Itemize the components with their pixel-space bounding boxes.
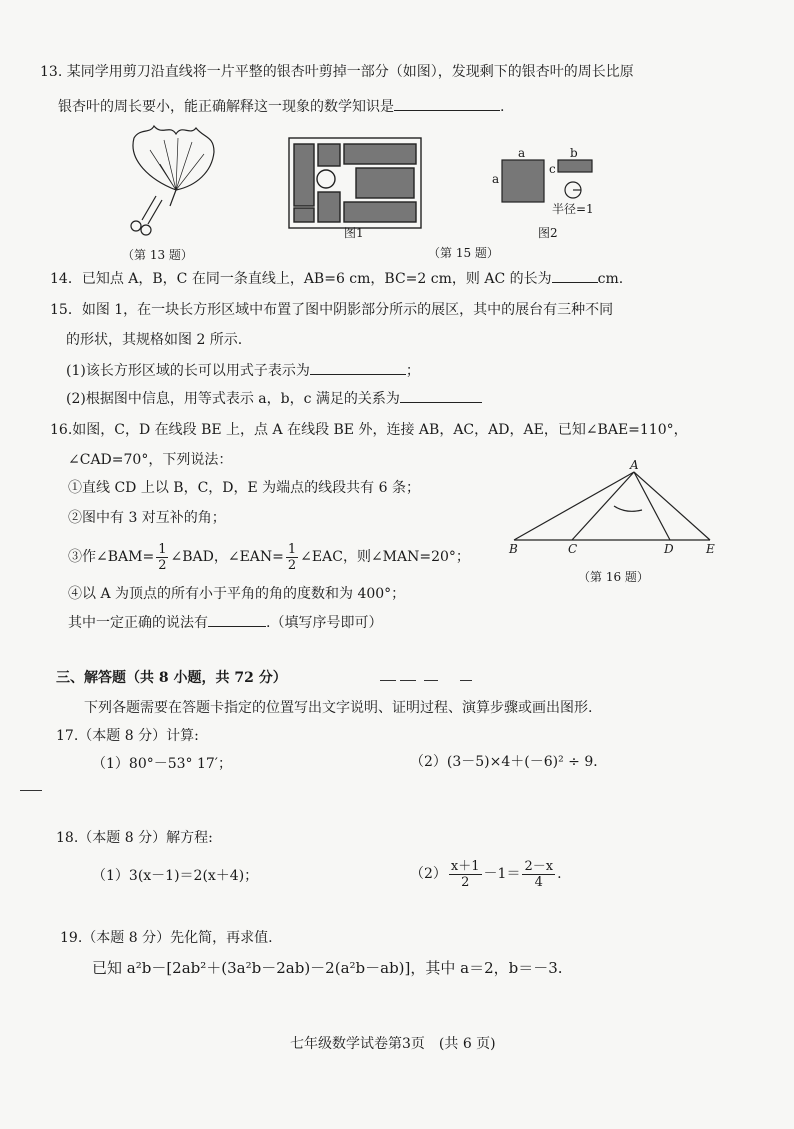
- fig2-label-a-top: a: [518, 146, 526, 160]
- q18-part2: [410, 856, 562, 892]
- q17-title: 17.（本题 8 分）计算:: [56, 728, 199, 744]
- frac-denominator: 2: [461, 874, 470, 890]
- q16-statement-4: ④以 A 为顶点的所有小于平角的角的度数和为 400°；: [68, 586, 406, 602]
- q18-frac-left: [449, 859, 482, 890]
- point-d-label: D: [664, 542, 674, 556]
- q18-frac-right: [522, 859, 555, 890]
- segment-ad: [634, 472, 670, 540]
- figure-2-shapes: [502, 160, 592, 202]
- section-3-intro: 下列各题需要在答题卡指定的位置写出文字说明、证明过程、演算步骤或画出图形.: [84, 700, 593, 716]
- fig16-caption: （第 16 题）: [578, 570, 649, 584]
- figure-1-rectangle: [289, 138, 421, 228]
- stray-mark: [380, 680, 396, 681]
- q16-s5-end: .（填写序号即可）: [266, 615, 383, 631]
- q16-answer-blank[interactable]: [208, 612, 266, 627]
- segment-ab: [514, 472, 634, 540]
- q18-part1: （1）3(x－1)＝2(x＋4)；: [92, 868, 259, 884]
- q15-sub1-end: ；: [405, 363, 420, 379]
- q14-unit: cm.: [597, 271, 624, 287]
- q16-s3-part3: ∠EAC，则∠MAN=20°；: [300, 549, 470, 565]
- fig2-label-c: c: [549, 162, 556, 176]
- q16-statement-2: ②图中有 3 对互补的角；: [68, 510, 226, 526]
- q15-sub2-text: (2)根据图中信息，用等式表示 a，b，c 满足的关系为: [66, 391, 400, 407]
- frac-denominator: 4: [534, 874, 543, 890]
- q15-sub1-blank[interactable]: [310, 360, 406, 375]
- stray-mark: [424, 680, 438, 681]
- q16-triangle-figure: [510, 466, 730, 556]
- q14-text: 14．已知点 A，B，C 在同一条直线上，AB=6 cm，BC=2 cm，则 AC 的长为: [50, 271, 552, 287]
- q16-frac-2: [286, 542, 298, 573]
- fig2-label-b: b: [570, 146, 578, 160]
- q15-sub2-blank[interactable]: [400, 388, 482, 403]
- fig15-caption: （第 15 题）: [428, 246, 499, 260]
- frac-numerator: 1: [158, 541, 167, 557]
- q13-line2: [58, 96, 504, 117]
- fig2-radius-label: 半径=1: [552, 202, 594, 216]
- q16-line1: 16.如图，C，D 在线段 BE 上，点 A 在线段 BE 外，连接 AB，AC，AD，AE，已知∠BAE=110°，: [50, 422, 688, 438]
- fig2-caption: 图2: [538, 226, 558, 240]
- stray-mark: [460, 680, 472, 681]
- segment-ac: [572, 472, 634, 540]
- margin-mark: [20, 790, 42, 791]
- q17-part1: （1）80°－53° 17′；: [92, 756, 232, 772]
- q16-s3-part1: ③作∠BAM=: [68, 549, 155, 565]
- stray-mark: [400, 680, 416, 681]
- page-footer: 七年级数学试卷第3页 (共 6 页): [290, 1036, 496, 1052]
- point-c-label: C: [568, 542, 578, 556]
- frac-numerator: 1: [287, 541, 297, 557]
- q19-title: 19.（本题 8 分）先化简，再求值.: [60, 930, 273, 946]
- section-3-title: 三、解答题（共 8 小题，共 72 分）: [56, 670, 287, 686]
- frac-numerator: 2－x: [524, 858, 554, 874]
- q13-line2-text: 银杏叶的周长要小，能正确解释这一现象的数学知识是: [58, 99, 394, 115]
- q13-answer-blank[interactable]: [394, 96, 500, 111]
- q15-line2: 的形状，其规格如图 2 所示.: [66, 332, 243, 348]
- frac-numerator: x＋1: [450, 858, 480, 874]
- q18-p2-label: （2）: [410, 866, 447, 882]
- q18-p2-mid: －1＝: [483, 866, 521, 882]
- q18-p2-end: .: [557, 866, 562, 882]
- fig13-caption: （第 13 题）: [122, 248, 193, 262]
- q18-title: 18.（本题 8 分）解方程:: [56, 830, 213, 846]
- frac-denominator: 2: [158, 557, 167, 573]
- q16-statement-5: [68, 612, 382, 633]
- q16-s3-part2: ∠BAD，∠EAN=: [170, 549, 284, 565]
- q16-line2: ∠CAD=70°，下列说法：: [68, 452, 233, 468]
- q14-answer-blank[interactable]: [552, 268, 598, 283]
- q16-statement-3: [68, 540, 470, 574]
- point-b-label: B: [509, 542, 518, 556]
- q16-s5-text: 其中一定正确的说法有: [68, 615, 208, 631]
- q17-part2: （2）(3－5)×4＋(－6)² ÷ 9．: [410, 754, 608, 770]
- angle-arc: [614, 506, 642, 511]
- frac-denominator: 2: [287, 557, 297, 573]
- q14: [50, 268, 623, 289]
- scissors-icon: [131, 196, 162, 235]
- q19-expression: 已知 a²b－[2ab²＋(3a²b－2ab)－2(a²b－ab)]，其中 a＝2，b＝－3.: [92, 959, 563, 977]
- q13-line2-end: .: [500, 99, 505, 115]
- q15-sub1: [66, 360, 420, 381]
- point-e-label: E: [706, 542, 715, 556]
- q15-line1: 15．如图 1，在一块长方形区域中布置了图中阴影部分所示的展区，其中的展台有三种不同: [50, 302, 614, 318]
- q15-sub2: [66, 388, 482, 409]
- q16-frac-1: [156, 542, 168, 573]
- q13-line1: 13. 某同学用剪刀沿直线将一片平整的银杏叶剪掉一部分（如图），发现剩下的银杏叶的周长比原: [40, 64, 634, 80]
- ginkgo-leaf-icon: [133, 126, 214, 206]
- segment-ae: [634, 472, 710, 540]
- fig1-caption: 图1: [344, 226, 364, 240]
- q15-sub1-text: (1)该长方形区域的长可以用式子表示为: [66, 363, 310, 379]
- point-a-label: A: [630, 458, 639, 472]
- q16-statement-1: ①直线 CD 上以 B，C，D，E 为端点的线段共有 6 条；: [68, 480, 420, 496]
- fig2-label-a-left: a: [492, 172, 500, 186]
